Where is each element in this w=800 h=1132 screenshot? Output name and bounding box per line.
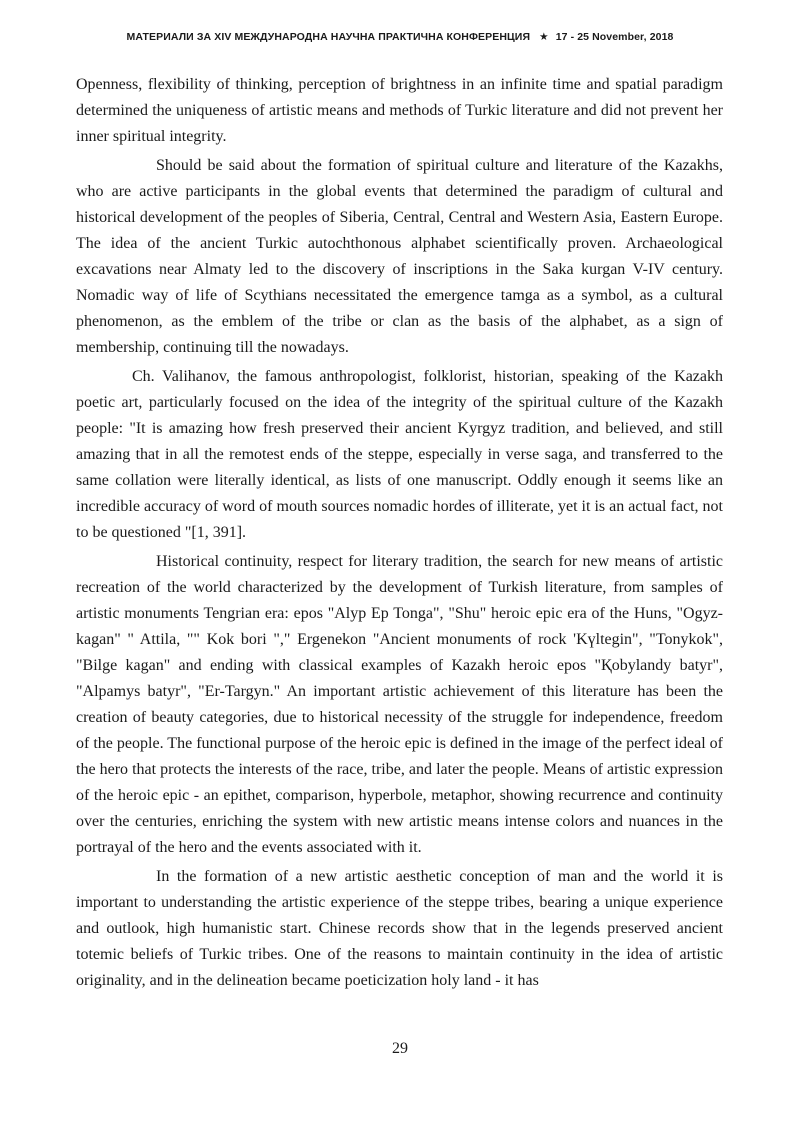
article-body [76, 72, 723, 994]
conference-dates: 17 - 25 November, 2018 [555, 31, 674, 43]
page-number: 29 [392, 1040, 408, 1057]
paragraph-historical-continuity: Historical continuity, respect for literary tradition, the search for new means of artistic recreation of the world characterized by the development of Turkish literature, from samples of artistic monuments Tengrian era: epos "Alyp Ep Tonga", "Shu" heroic epic era of the Huns, "Ogyz-kagan" " Attila, "" Kok bori "," Ergenekon "Ancient monuments of rock 'Kүltegin", "Tonykok", "Bilge kagan" and ending with classical examples of Kazakh heroic epos "Қobylandy batyr", "Alpamys batyr", "Er-Targyn." An important artistic achievement of this literature has been the creation of beauty categories, due to historical necessity of the struggle for independence, freedom of the people. The functional purpose of the heroic epic is defined in the image of the perfect ideal of the hero that protects the interests of the race, tribe, and later the people. Means of artistic expression of the heroic epic - an epithet, comparison, hyperbole, metaphor, showing recurrence and continuity over the centuries, enriching the system with new artistic means intense colors and nuances in the portrayal of the hero and the events associated with it. [76, 553, 723, 856]
paragraph-kazakh-culture: Should be said about the formation of spiritual culture and literature of the Kazakhs, who are active participants in the global events that determined the paradigm of cultural and historical development of the peoples of Siberia, Central, Central and Western Asia, Eastern Europe. The idea of the ancient Turkic autochthonous alphabet scientifically proven. Archaeological excavations near Almaty led to the discovery of inscriptions in the Saka kurgan V-IV century. Nomadic way of life of Scythians necessitated the emergence tamga as a symbol, as a cultural phenomenon, as the emblem of the tribe or clan as the basis of the alphabet, as a sign of membership, continuing till the nowadays. [76, 157, 723, 356]
conference-title: МАТЕРИАЛИ ЗА XIV МЕЖДУНАРОДНА НАУЧНА ПРАКТИЧНА КОНФЕРЕНЦИЯ [126, 31, 531, 43]
paragraph-aesthetic-conception: In the formation of a new artistic aesthetic conception of man and the world it is important to understanding the artistic experience of the steppe tribes, bearing a unique experience and outlook, high humanistic start. Chinese records show that in the legends preserved ancient totemic beliefs of Turkic tribes. One of the reasons to maintain continuity in the idea of artistic originality, and in the delineation became poeticization holy land - it has [76, 868, 723, 989]
paragraph-openness: Openness, flexibility of thinking, perception of brightness in an infinite time and spatial paradigm determined the uniqueness of artistic means and methods of Turkic literature and did not prevent her inner spiritual integrity. [76, 76, 723, 145]
star-icon: ★ [539, 31, 549, 43]
paragraph-valihanov: Ch. Valihanov, the famous anthropologist, folklorist, historian, speaking of the Kazakh poetic art, particularly focused on the idea of the integrity of the spiritual culture of the Kazakh people: "It is amazing how fresh preserved their ancient Kyrgyz tradition, and believed, and still amazing that in all the remotest ends of the steppe, especially in verse saga, and transferred to the same collation were literally identical, as lists of one manuscript. Oddly enough it seems like an incredible accuracy of word of mouth sources nomadic hordes of illiterate, yet it is an actual fact, not to be questioned "[1, 391]. [76, 368, 723, 541]
running-header [0, 31, 800, 43]
